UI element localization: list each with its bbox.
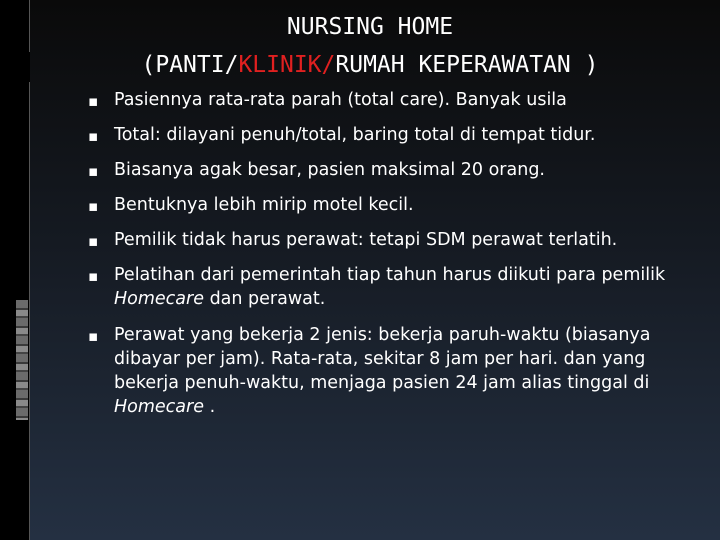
title-line-2 [60,46,680,84]
square-bullet-icon: ▪ [88,232,99,250]
title-line-2-prefix: (PANTI/ [141,52,239,78]
bullet-text: Pemilik tidak harus perawat: tetapi SDM perawat terlatih. [114,230,618,250]
decorative-block [16,52,30,82]
list-item [88,88,698,112]
slide-title [60,8,680,84]
square-bullet-icon: ▪ [88,127,99,145]
bullet-text: Bentuknya lebih mirip motel kecil. [114,195,414,215]
bullet-text: Pasiennya rata-rata parah (total care). Banyak usila [114,90,567,110]
list-item [88,193,698,217]
bullet-list [88,88,698,430]
square-bullet-icon: ▪ [88,267,99,285]
bullet-text-tail: . [204,397,216,417]
square-bullet-icon: ▪ [88,92,99,110]
bullet-text: Biasanya agak besar, pasien maksimal 20 orang. [114,160,545,180]
bullet-text-tail: dan perawat. [204,289,326,309]
decorative-striped-block [16,300,28,420]
title-line-1: NURSING HOME [286,14,454,40]
list-item [88,123,698,147]
bullet-text: Perawat yang bekerja 2 jenis: bekerja paruh-waktu (biasanya dibayar per jam). Rata-rata, sekitar 8 jam per hari. dan yang bekerja penuh-waktu, menjaga pasien 24 jam alias tinggal di [114,325,651,393]
list-item [88,263,698,311]
title-line-2-suffix: RUMAH KEPERAWATAN ) [335,52,599,78]
list-item [88,323,698,419]
bullet-emphasis: Homecare [114,397,204,417]
square-bullet-icon: ▪ [88,197,99,215]
bullet-emphasis: Homecare [114,289,204,309]
bullet-text: Total: dilayani penuh/total, baring total di tempat tidur. [114,125,596,145]
bullet-text: Pelatihan dari pemerintah tiap tahun harus diikuti para pemilik [114,265,666,285]
list-item [88,228,698,252]
square-bullet-icon: ▪ [88,327,99,345]
square-bullet-icon: ▪ [88,162,99,180]
list-item [88,158,698,182]
title-line-2-accent: KLINIK/ [238,52,336,78]
